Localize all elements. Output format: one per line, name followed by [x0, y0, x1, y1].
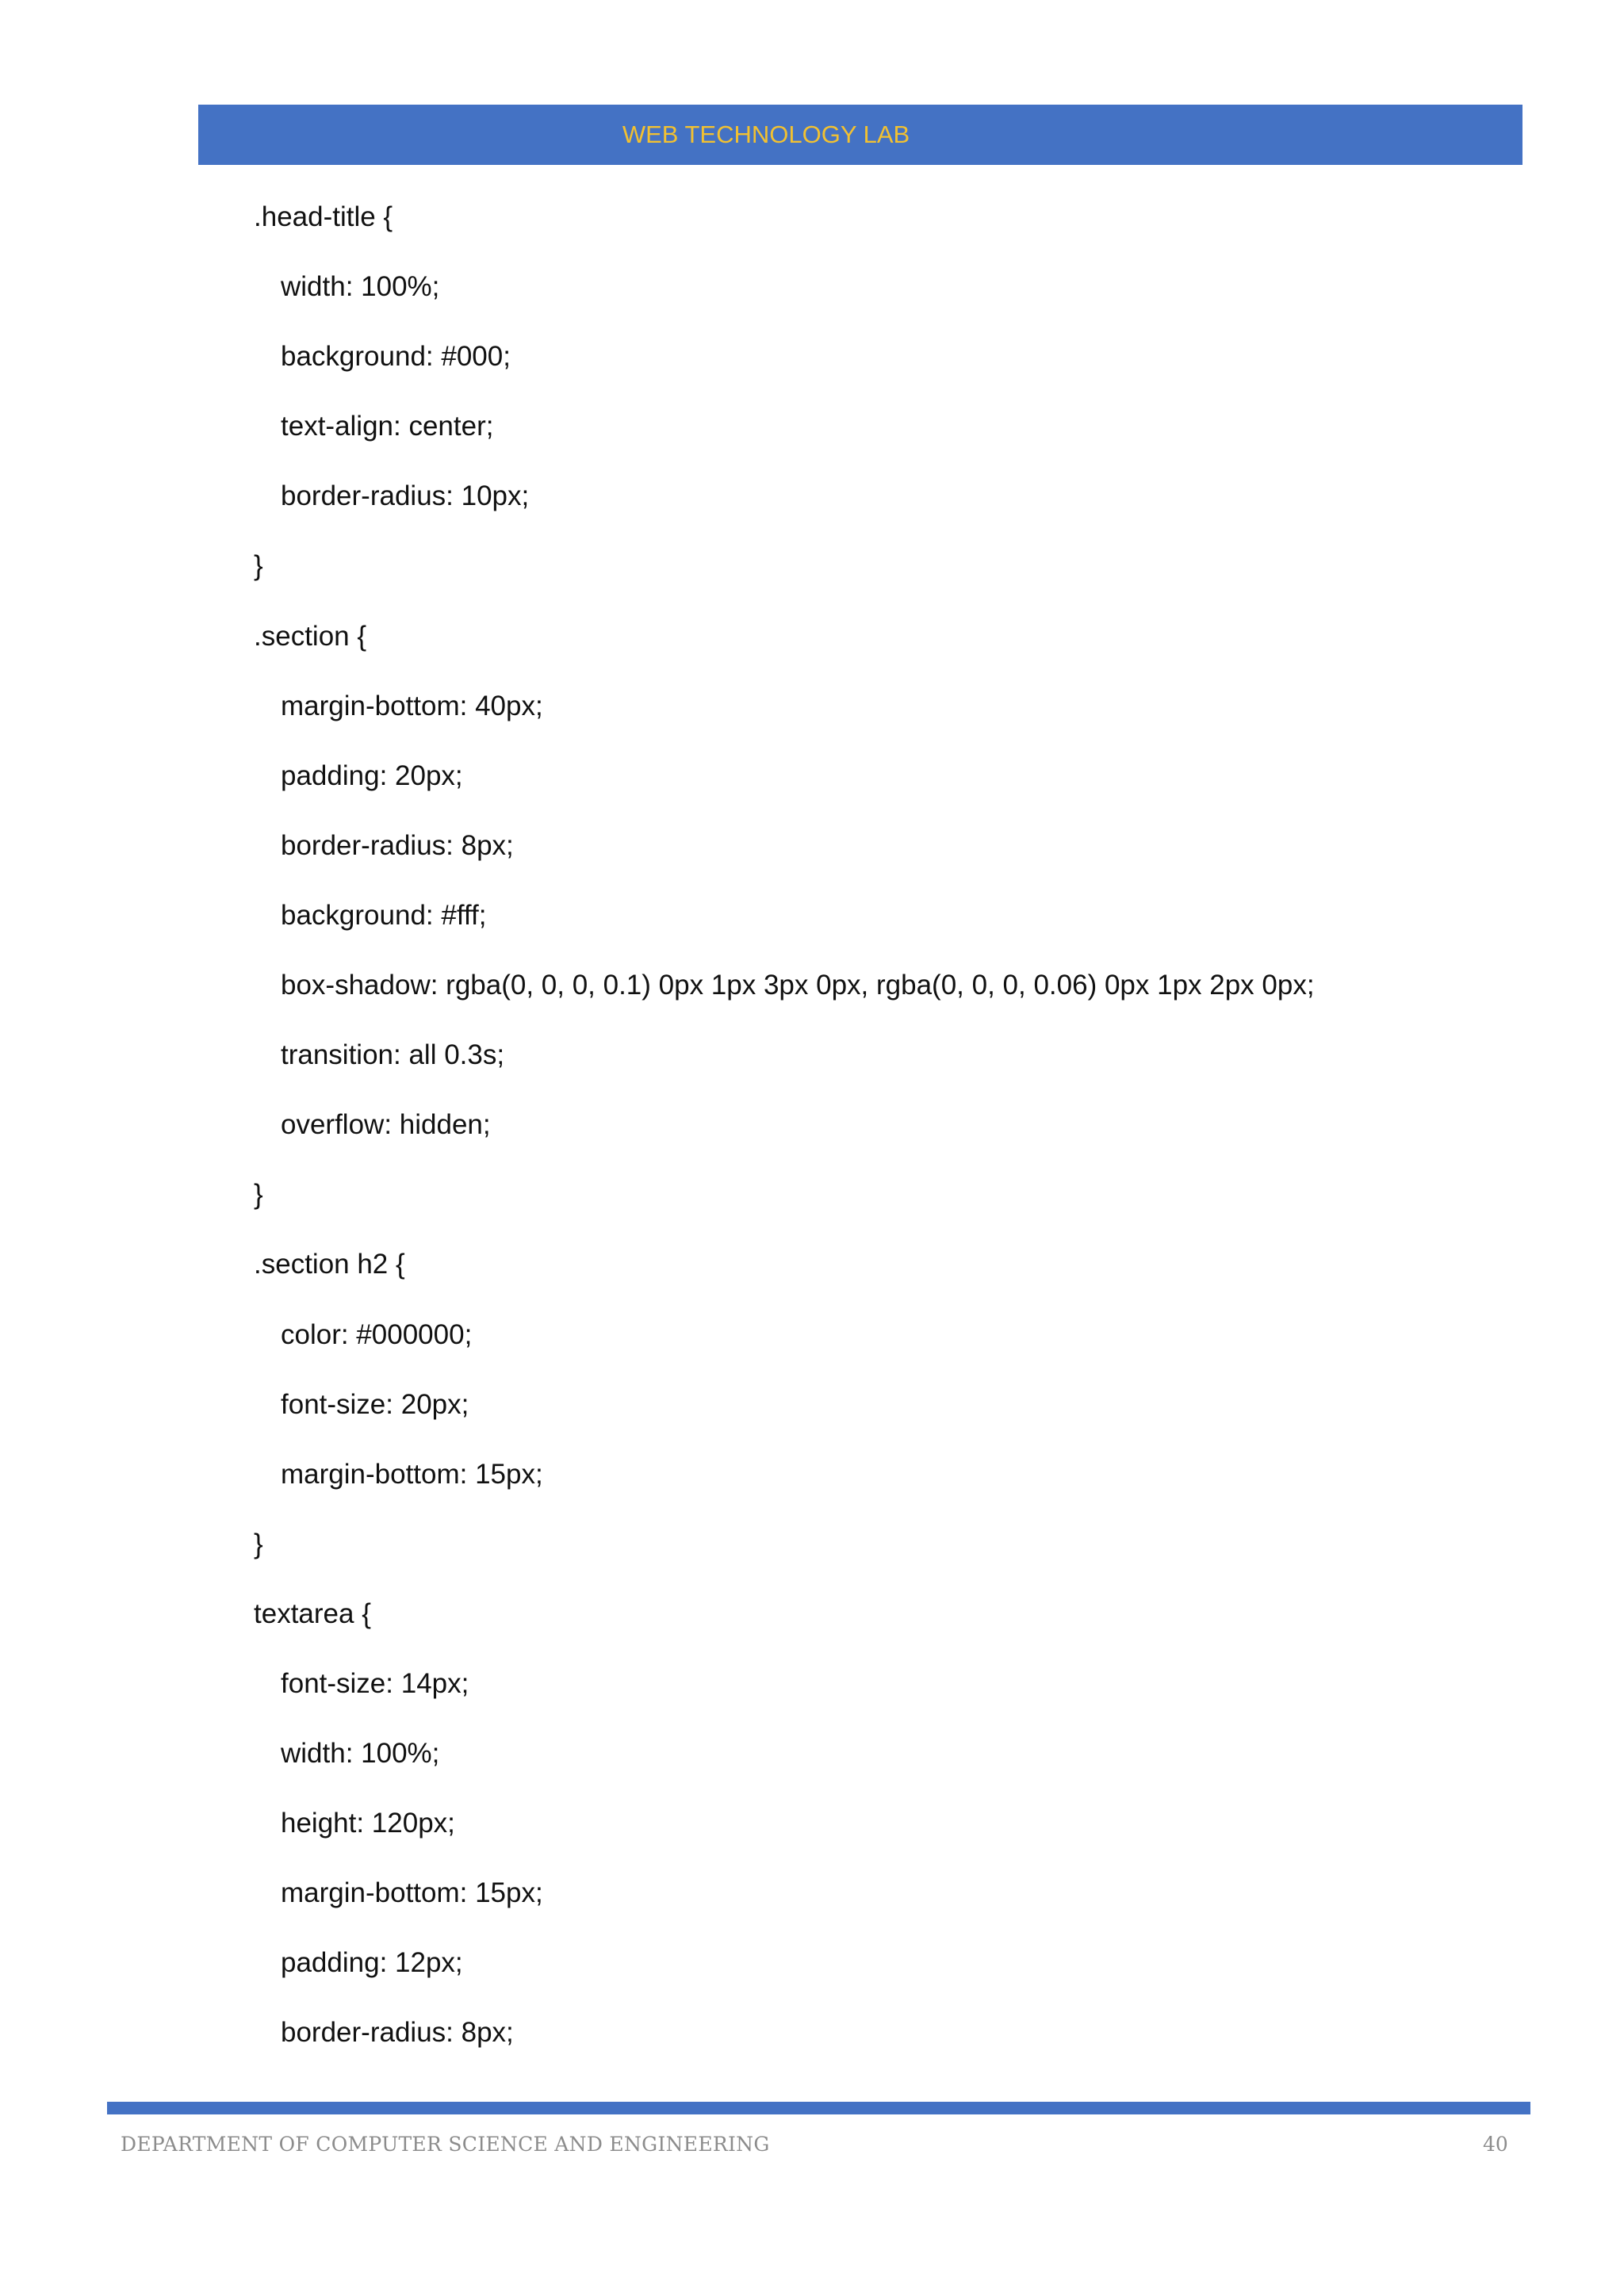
code-line: border-radius: 10px;: [281, 480, 530, 512]
code-line: .section h2 {: [254, 1249, 405, 1280]
code-line: width: 100%;: [281, 271, 440, 303]
header-title: WEB TECHNOLOGY LAB: [622, 121, 910, 148]
code-line: }: [254, 1528, 263, 1559]
code-line: margin-bottom: 40px;: [281, 690, 543, 721]
code-line: background: #000;: [281, 341, 511, 373]
footer-department: DEPARTMENT OF COMPUTER SCIENCE AND ENGINEERING: [121, 2133, 770, 2156]
code-line: .head-title {: [254, 201, 393, 232]
code-line: background: #fff;: [281, 899, 487, 931]
code-line: }: [254, 550, 263, 582]
code-line: overflow: hidden;: [281, 1109, 491, 1141]
code-line: textarea {: [254, 1598, 371, 1629]
code-line: border-radius: 8px;: [281, 2017, 514, 2049]
code-block: [254, 195, 1491, 2081]
code-line: margin-bottom: 15px;: [281, 1458, 543, 1490]
page-number: 40: [1483, 2133, 1508, 2156]
code-line: }: [254, 1179, 263, 1211]
code-line: color: #000000;: [281, 1318, 473, 1350]
code-line: font-size: 14px;: [281, 1667, 469, 1699]
code-line: width: 100%;: [281, 1738, 440, 1770]
code-line: height: 120px;: [281, 1808, 455, 1839]
code-line: border-radius: 8px;: [281, 829, 514, 861]
code-line: padding: 12px;: [281, 1947, 463, 1979]
code-line: font-size: 20px;: [281, 1388, 469, 1420]
code-line: padding: 20px;: [281, 760, 463, 791]
code-line: transition: all 0.3s;: [281, 1039, 505, 1071]
page-header-bar: [198, 105, 1522, 165]
footer-divider: [107, 2102, 1530, 2114]
code-line: text-align: center;: [281, 411, 494, 442]
code-line: margin-bottom: 15px;: [281, 1877, 543, 1909]
code-line: .section {: [254, 620, 367, 652]
code-line: box-shadow: rgba(0, 0, 0, 0.1) 0px 1px 3px 0px, rgba(0, 0, 0, 0.06) 0px 1px 2px 0px;: [281, 970, 1315, 1001]
